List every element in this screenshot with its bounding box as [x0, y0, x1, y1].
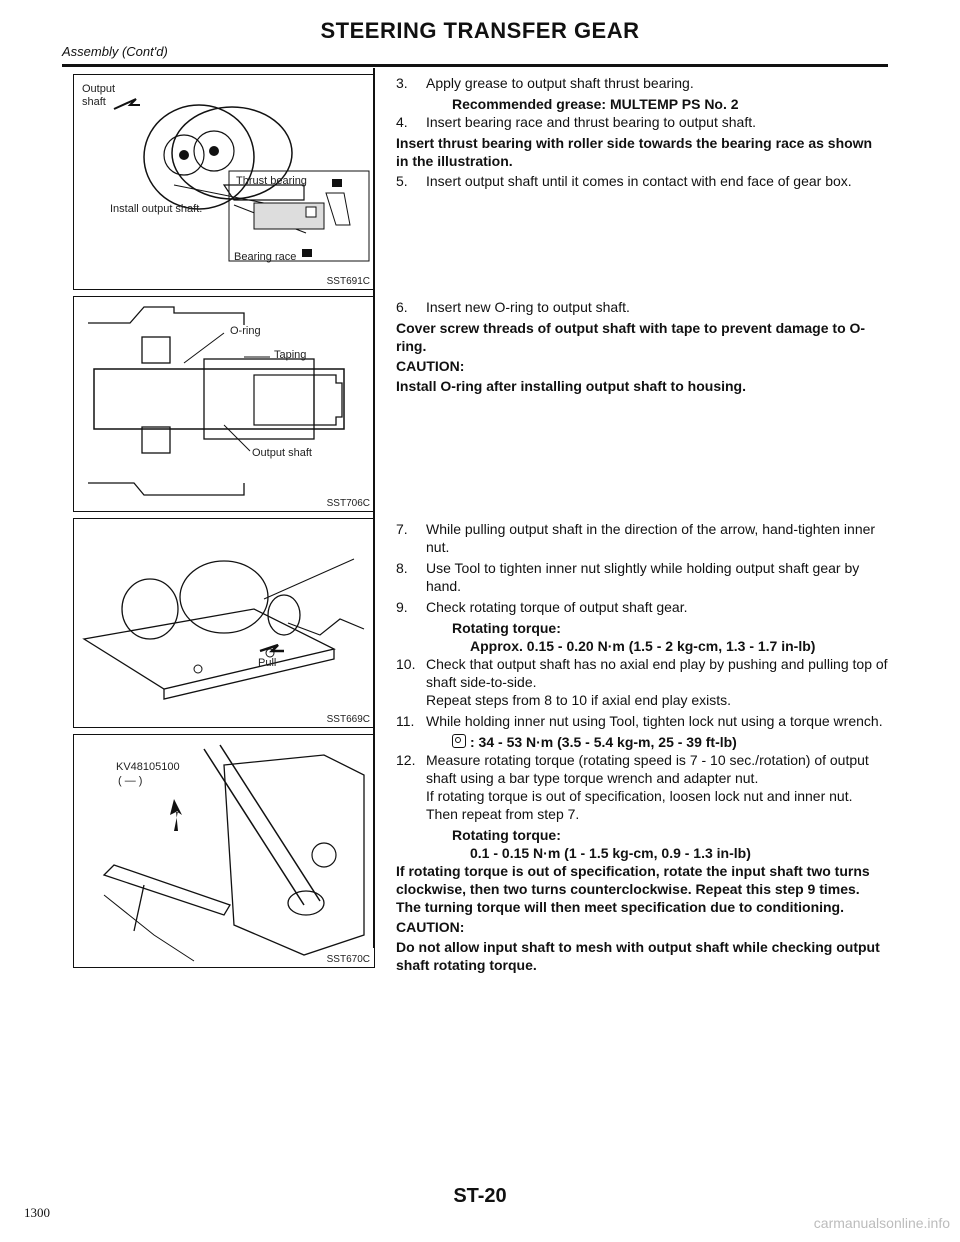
label-thrust-bearing: Thrust bearing [236, 175, 307, 187]
watermark: carmanualsonline.info [813, 1215, 950, 1231]
step-6: 6. Insert new O-ring to output shaft. [396, 299, 630, 315]
rotating-torque-value-2: 0.1 - 0.15 N·m (1 - 1.5 kg-cm, 0.9 - 1.3 in-lb) [470, 845, 751, 861]
figure-code: SST670C [326, 954, 370, 965]
label-pull: Pull [258, 657, 277, 669]
rotating-torque-label-2: Rotating torque: [452, 827, 561, 843]
figure-pull [73, 518, 375, 728]
figure-o-ring [73, 296, 375, 512]
pull-illustration [74, 519, 374, 727]
page-subtitle: Assembly (Cont'd) [62, 44, 168, 59]
figure-code: SST669C [326, 714, 370, 725]
caution-label-2: CAUTION: [396, 919, 465, 935]
caution-text: Install O-ring after installing output shaft to housing. [396, 378, 746, 394]
label-taping: Taping [274, 349, 307, 361]
side-page-number: 1300 [24, 1205, 50, 1220]
o-ring-illustration [74, 297, 374, 511]
label-install-output-shaft: Install output shaft. [110, 203, 203, 215]
thrust-bearing-illustration [74, 75, 374, 289]
step-8: 8. Use Tool to tighten inner nut slightly while holding output shaft gear by hand. [396, 560, 860, 594]
note-thrust-bearing: Insert thrust bearing with roller side towards the bearing race as shown in the illustration. [396, 135, 873, 169]
rotating-torque-label: Rotating torque: [452, 620, 561, 636]
caution-label: CAUTION: [396, 358, 465, 374]
label-tool-number: KV48105100 [116, 761, 180, 773]
section-rotating-torque [396, 520, 888, 976]
note-out-of-spec: If rotating torque is out of specification, rotate the input shaft two turns clockwise, then two turns counterclockwise. Repeat this step 9 times. The turning torque will then meet specification due to conditioning. [396, 863, 870, 915]
figure-code: SST691C [326, 276, 370, 287]
figure-torque-wrench [73, 734, 375, 968]
section-o-ring [396, 298, 888, 397]
step-11: 11. While holding inner nut using Tool, tighten lock nut using a torque wrench. [396, 713, 883, 729]
step-5: 5. Insert output shaft until it comes in contact with end face of gear box. [396, 173, 852, 189]
note-tape: Cover screw threads of output shaft with tape to prevent damage to O-ring. [396, 320, 866, 354]
label-tool-paren: ( — ) [118, 775, 143, 787]
label-shaft: shaft [82, 96, 106, 108]
step-4: 4. Insert bearing race and thrust bearing to output shaft. [396, 114, 756, 130]
figure-thrust-bearing [73, 74, 375, 290]
step-3: 3. Apply grease to output shaft thrust bearing. [396, 75, 694, 91]
step-12: 12. Measure rotating torque (rotating speed is 7 - 10 sec./rotation) of output shaft using a bar type torque wrench and adapter nut. If rotating torque is out of specification, loosen lock nut and inner nut. Then repeat from step 7. [396, 752, 869, 822]
step-10: 10. Check that output shaft has no axial end play by pushing and pulling top of shaft side-to-side. Repeat steps from 8 to 10 if axial end play exists. [396, 656, 888, 708]
label-bearing-race: Bearing race [234, 251, 297, 263]
step-9: 9. Check rotating torque of output shaft gear. [396, 599, 688, 615]
label-o-ring: O-ring [230, 325, 261, 337]
step-7: 7. While pulling output shaft in the direction of the arrow, hand-tighten inner nut. [396, 521, 876, 555]
caution-text-2: Do not allow input shaft to mesh with output shaft while checking output shaft rotating torque. [396, 939, 880, 973]
column-divider [373, 68, 375, 948]
tightening-torque: : 34 - 53 N·m (3.5 - 5.4 kg-m, 25 - 39 ft-lb) [396, 733, 888, 751]
header-rule [62, 64, 888, 67]
label-output-shaft: Output shaft [252, 447, 312, 459]
page-number: ST-20 [453, 1185, 507, 1207]
torque-wrench-icon [452, 734, 466, 748]
page-title: STEERING TRANSFER GEAR [320, 18, 640, 43]
recommended-grease: Recommended grease: MULTEMP PS No. 2 [452, 96, 739, 112]
section-thrust-bearing [396, 74, 888, 193]
label-output: Output [82, 83, 116, 95]
figure-code: SST706C [326, 498, 370, 509]
rotating-torque-value: Approx. 0.15 - 0.20 N·m (1.5 - 2 kg-cm, 1.3 - 1.7 in-lb) [470, 638, 816, 654]
